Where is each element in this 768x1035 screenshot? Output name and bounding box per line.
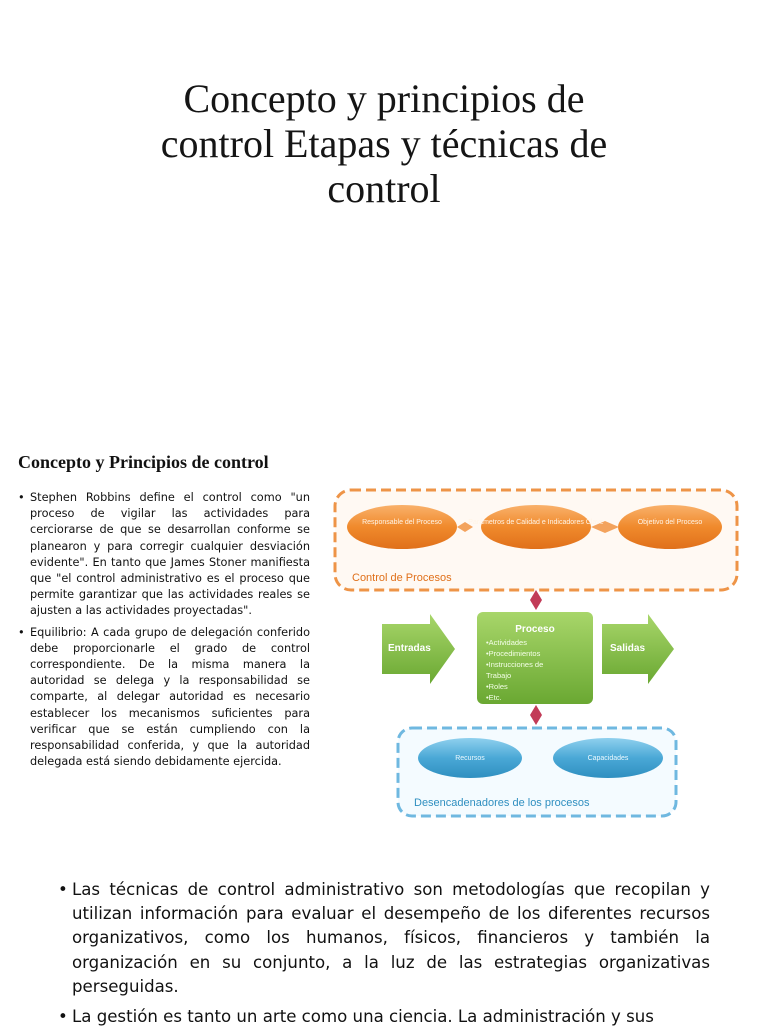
- title-line-2: control Etapas y técnicas de: [160, 121, 608, 166]
- control-node-3-text: [638, 519, 703, 526]
- left-bullet-2: • Equilibrio: A cada grupo de delegación conferido debe proporcionarle el grado de control correspondiente. De la misma manera la autoridad se delega y la responsabilidad se comparte, al delegar autoridad es necesario establecer los mecanismos suficientes para verificar que se están cumpliendo con la responsabilidad conferida, y que la autoridad delegada está siendo debidamente ejercida.: [18, 625, 310, 771]
- input-label: Entradas: [388, 643, 431, 654]
- control-group-label: Control de Procesos: [352, 572, 452, 584]
- control-node-2-text: [468, 519, 604, 526]
- control-node-2-label: Parámetros de Calidad e Indicadores Clave: [468, 519, 604, 526]
- control-node-1-label: Responsable del Proceso: [362, 519, 442, 526]
- title-line-3: control: [327, 166, 441, 211]
- control-node-2: [481, 505, 591, 549]
- section-heading: Concepto y Principios de control: [18, 452, 269, 472]
- control-node-1-text: [362, 519, 442, 526]
- bottom-bullet-list: [58, 878, 710, 1035]
- control-node-1: [347, 505, 457, 549]
- trigger-node-1-label: Recursos: [455, 755, 485, 762]
- left-bullet-list: [18, 490, 310, 775]
- left-bullet-1: • Stephen Robbins define el control como "un proceso de vigilar las actividades para cerciorarse de que se desarrollan conforme se planearon y para corregir cualquier desviación evidente". En tanto que James Stoner manifiesta que "el control administrativo es el proceso que permite garantizar que las actividades reales se ajusten a las actividades proyectadas".: [18, 490, 310, 620]
- process-item-1: •Actividades: [486, 638, 527, 647]
- connector-top: [530, 590, 542, 610]
- trigger-group-label: Desencadenadores de los procesos: [414, 797, 590, 809]
- page-title: [60, 76, 708, 211]
- title-line-1: Concepto y principios de: [183, 76, 585, 121]
- control-node-3: [618, 505, 722, 549]
- process-diagram-svg: [330, 484, 750, 824]
- connector-bottom: [530, 705, 542, 725]
- process-title: Proceso: [515, 624, 555, 635]
- process-item-5: •Roles: [486, 682, 508, 691]
- process-item-4: Trabajo: [486, 671, 512, 680]
- process-diagram: [330, 484, 750, 824]
- control-node-3-label: Objetivo del Proceso: [637, 519, 703, 526]
- bottom-bullet-2: • La gestión es tanto un arte como una ciencia. La administración y sus: [58, 1005, 710, 1029]
- process-item-6: •Etc.: [486, 693, 502, 702]
- bottom-bullet-1: • Las técnicas de control administrativo son metodologías que recopilan y utilizan información para evaluar el desempeño de los diferentes recursos organizativos, como los humanos, físicos, financieros y también la organización en su conjunto, a la luz de las estrategias organizativas perseguidas.: [58, 878, 710, 999]
- trigger-node-2-label: Capacidades: [587, 755, 629, 762]
- process-item-3: •Instrucciones de: [486, 660, 544, 669]
- process-item-2: •Procedimientos: [486, 649, 541, 658]
- output-label: Salidas: [610, 643, 646, 654]
